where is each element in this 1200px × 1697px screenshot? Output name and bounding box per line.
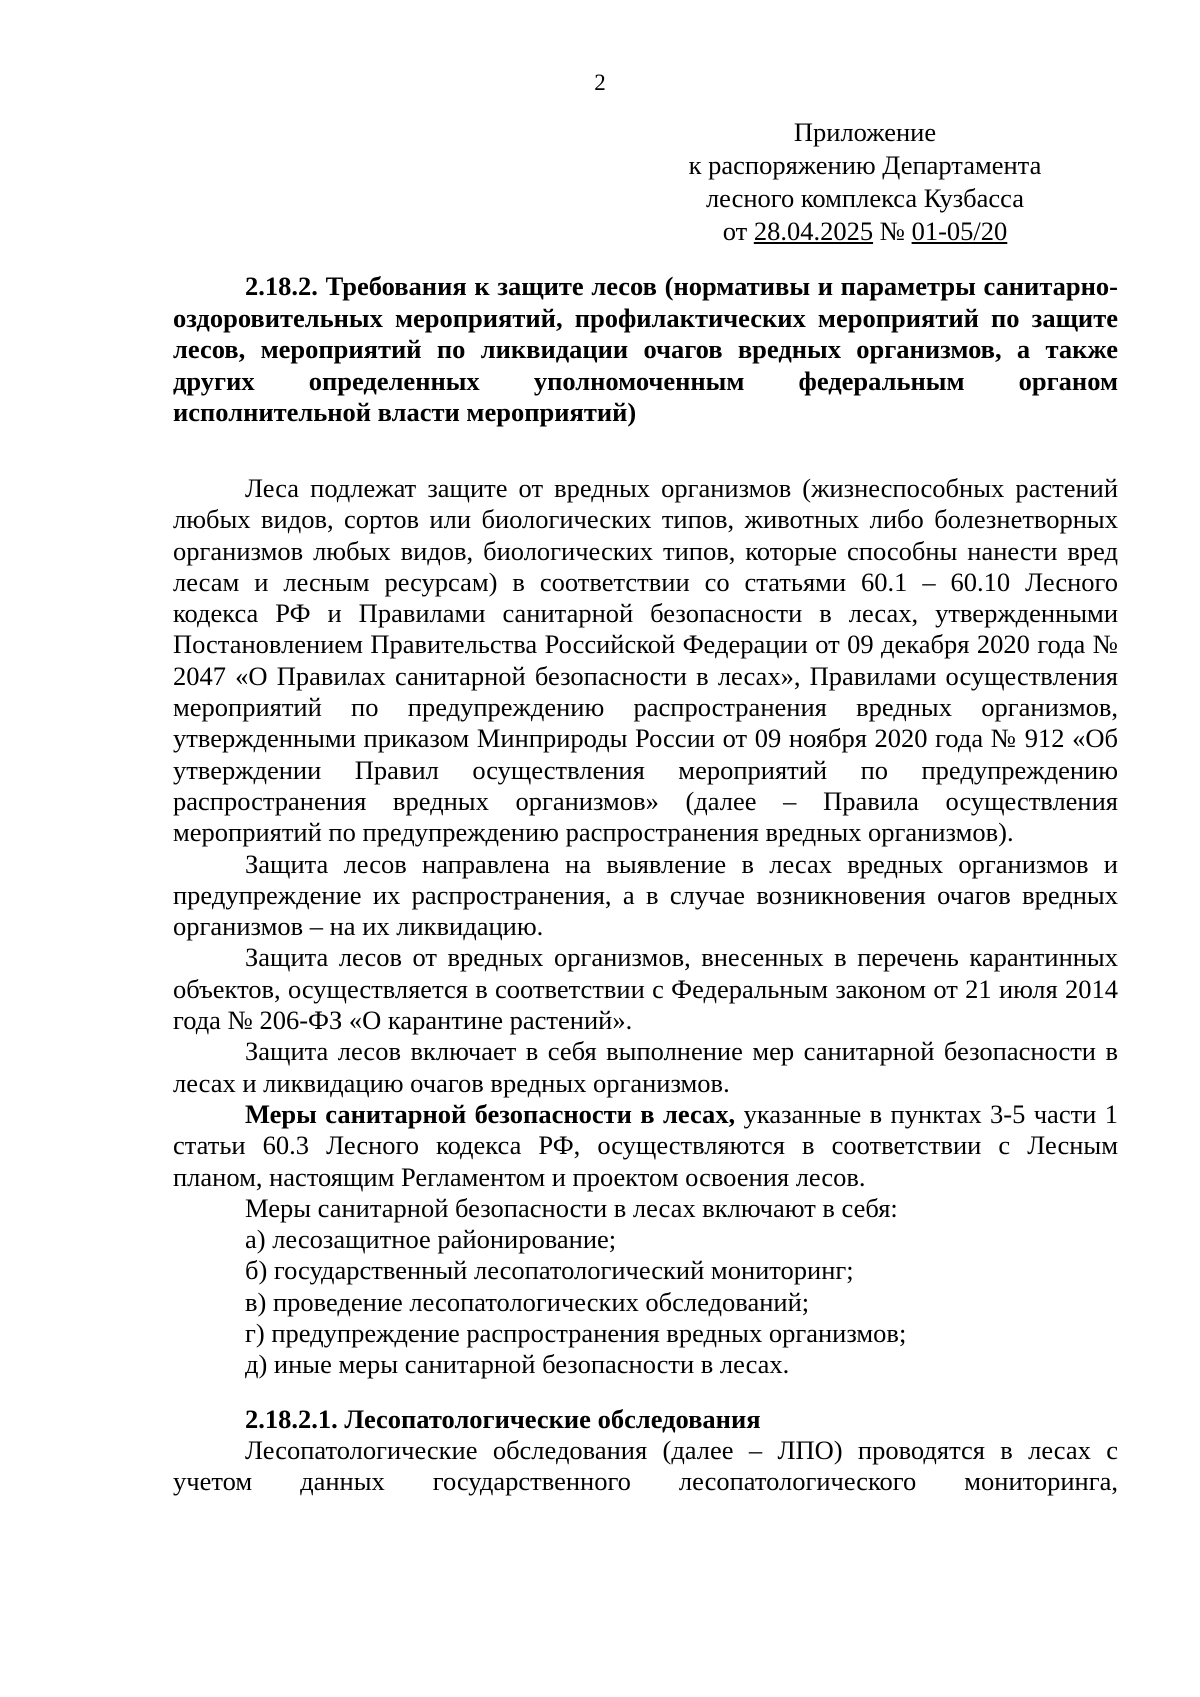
list-item: в) проведение лесопатологических обследований; [245,1286,810,1317]
appendix-date-line [680,215,1050,248]
subsection-heading: 2.18.2.1. Лесопатологические обследования [245,1403,761,1434]
page-number: 2 [594,70,606,95]
appendix-number: 01-05/20 [911,216,1008,246]
list-item: а) лесозащитное районирование; [245,1224,617,1255]
section-number: 2.18.2. [245,271,318,301]
paragraph-rest: указанные в пунктах 3-5 части 1 статьи 60.3 Лесного кодекса РФ, осуществляются в соответствии с Лесным планом, настоящим Регламентом и проектом освоения лесов. [173,1098,1118,1192]
paragraph: Защита лесов от вредных организмов, внесенных в перечень карантинных объектов, осуществляется в соответствии с Федеральным законом от 21 июля 2014 года № 206-ФЗ «О карантине растений». [173,942,1118,1036]
paragraph: Лесопатологические обследования (далее – ЛПО) проводятся в лесах с учетом данных государственного лесопатологического мониторинга, [173,1434,1118,1497]
paragraph: Меры санитарной безопасности в лесах включают в себя: [245,1192,898,1223]
document-body [173,473,1118,1498]
appendix-date: 28.04.2025 [753,216,874,246]
paragraph: Защита лесов направлена на выявление в лесах вредных организмов и предупреждение их распространения, а в случае возникновения очагов вредных организмов – на их ликвидацию. [173,848,1118,942]
list-item: б) государственный лесопатологический мониторинг; [245,1255,854,1286]
number-prefix: № [873,216,912,246]
appendix-title: Приложение [793,117,937,147]
appendix-line-2: к распоряжению Департамента [688,150,1042,180]
section-title: Требования к защите лесов (нормативы и параметры санитарно-оздоровительных мероприятий, профилактических мероприятий по защите лесов, мероприятий по ликвидации очагов вредных организмов, а также других определенных уполномоченным федеральным органом исполнительной власти мероприятий) [173,271,1119,427]
section-heading [173,271,1118,429]
appendix-block [680,116,1050,248]
date-prefix: от [722,216,754,246]
list-item: д) иные меры санитарной безопасности в лесах. [245,1349,790,1380]
bold-lead: Меры санитарной безопасности в лесах, [245,1098,736,1129]
paragraph [173,1099,1118,1193]
list-item: г) предупреждение распространения вредных организмов; [245,1318,907,1349]
appendix-line-3: лесного комплекса Кузбасса [705,183,1025,213]
paragraph: Леса подлежат защите от вредных организмов (жизнеспособных растений любых видов, сортов или биологических типов, животных либо болезнетворных организмов любых видов, биологических типов, которые способны нанести вред лесам и лесным ресурсам) в соответствии со статьями 60.1 – 60.10 Лесного кодекса РФ и Правилами санитарной безопасности в лесах, утвержденными Постановлением Правительства Российской Федерации от 09 декабря 2020 года № 2047 «О Правилах санитарной безопасности в лесах», Правилами осуществления мероприятий по предупреждению распространения вредных организмов, утвержденными приказом Минприроды России от 09 ноября 2020 года № 912 «Об утверждении Правил осуществления мероприятий по предупреждению распространения вредных организмов» (далее – Правила осуществления мероприятий по предупреждению распространения вредных организмов). [173,473,1118,848]
paragraph: Защита лесов включает в себя выполнение мер санитарной безопасности в лесах и ликвидацию очагов вредных организмов. [173,1036,1118,1098]
